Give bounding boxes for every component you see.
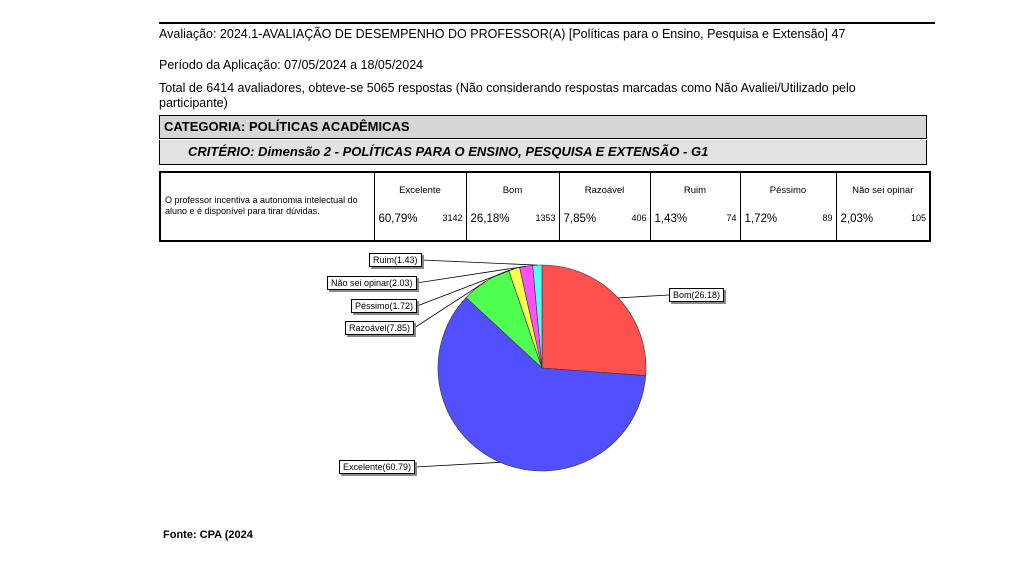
category-header: CATEGORIA: POLÍTICAS ACADÊMICAS [159,115,927,139]
column-percent: 2,03% [840,213,874,225]
column-name: Ruim [683,185,707,196]
response-table [159,171,931,242]
callout-pessimo: Péssimo(1.72) [351,299,417,313]
top-rule [159,22,935,24]
leader-line [422,260,538,265]
source-note: Fonte: CPA (2024 [163,529,253,541]
leader-line [415,462,500,467]
column-percent: 7,85% [563,213,597,225]
column-name: Não sei opinar [852,185,914,196]
total-respondents: Total de 6414 avaliadores, obteve-se 5065 respostas (Não considerando respostas marcadas como Não Avaliei/Utilizado pelo participante) [159,81,856,110]
callout-bom: Bom(26.18) [669,288,724,302]
column-name: Razoável [584,185,625,196]
cell-nao-sei-opinar [836,172,930,241]
column-count: 89 [822,213,833,223]
callout-nao-sei-opinar: Não sei opinar(2.03) [327,276,417,290]
column-percent: 60,79% [378,213,418,225]
callout-razoavel: Razoável(7.85) [345,321,414,335]
application-period: Período da Aplicação: 07/05/2024 a 18/05/2024 [159,58,424,72]
cell-ruim [650,172,740,241]
column-percent: 1,72% [744,213,778,225]
column-name: Péssimo [769,185,807,196]
cell-excelente [374,172,466,241]
cell-pessimo [740,172,836,241]
column-name: Excelente [399,185,441,196]
question-text: O professor incentiva a autonomia intelectual do aluno e é disponível para tirar dúvidas. [160,172,374,241]
evaluation-title: Avaliação: 2024.1-AVALIAÇÃO DE DESEMPENHO DO PROFESSOR(A) [Políticas para o Ensino, Pesquisa e Extensão] 47 [159,27,846,41]
column-count: 406 [631,213,647,223]
column-count: 1353 [535,213,556,223]
column-percent: 1,43% [654,213,688,225]
callout-ruim: Ruim(1.43) [369,253,422,267]
column-percent: 26,18% [470,213,510,225]
column-name: Bom [502,185,523,196]
column-count: 3142 [442,213,463,223]
cell-bom [466,172,559,241]
column-count: 74 [726,213,737,223]
column-count: 105 [910,213,926,223]
leader-line [618,295,669,298]
criterion-header: CRITÉRIO: Dimensão 2 - POLÍTICAS PARA O ENSINO, PESQUISA E EXTENSÃO - G1 [159,140,927,165]
pie-slice-bom [542,265,646,376]
cell-razoavel [559,172,650,241]
callout-excelente: Excelente(60.79) [339,460,415,474]
